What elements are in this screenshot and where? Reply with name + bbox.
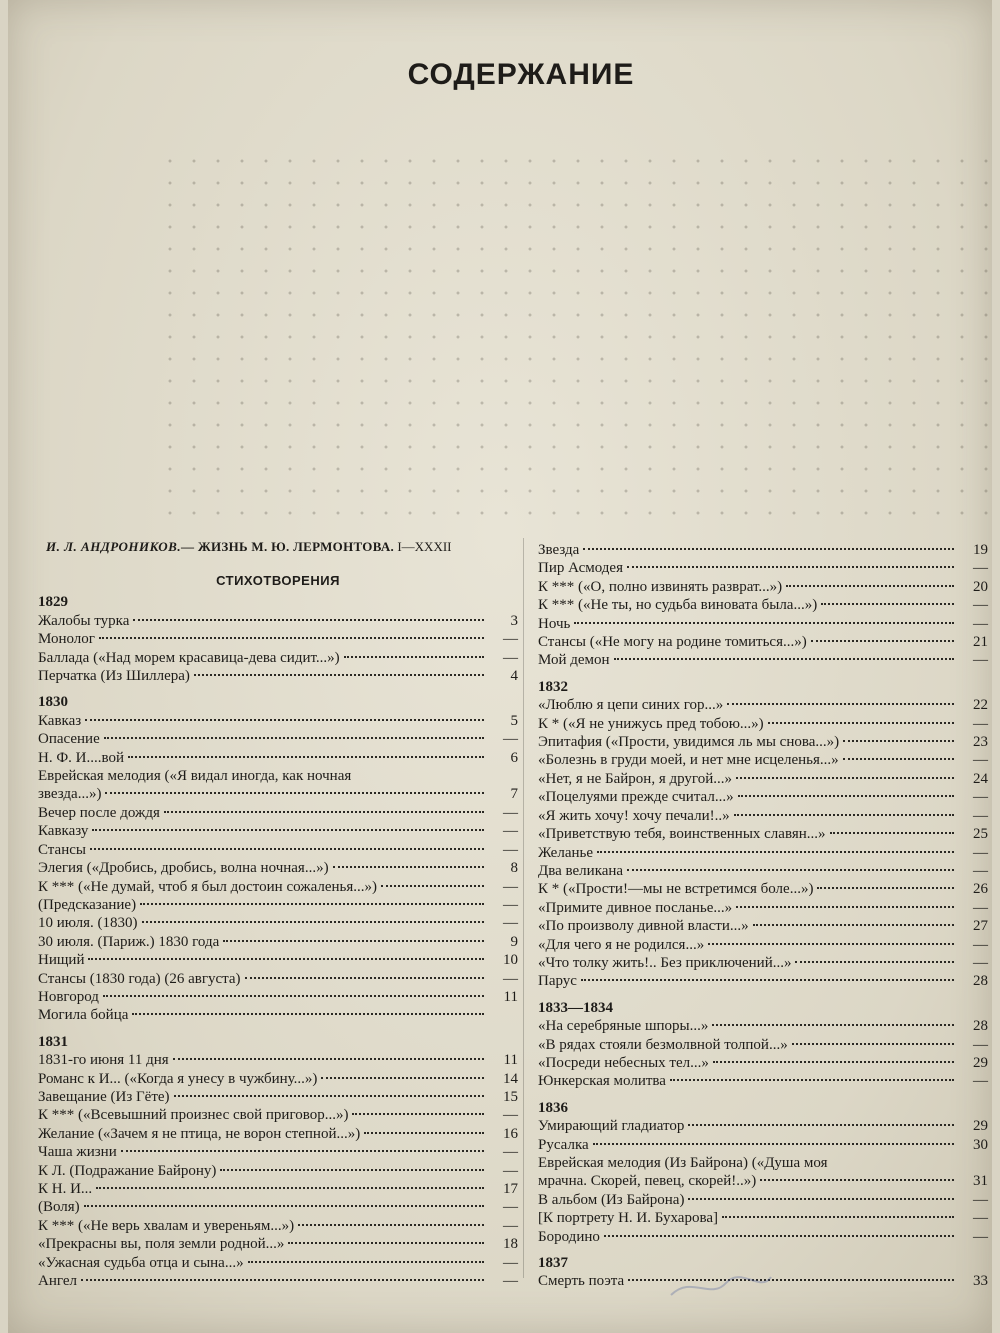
- entry-title: (Воля): [38, 1199, 80, 1216]
- dot-leader: [381, 885, 484, 887]
- toc-entry[interactable]: [38, 612, 518, 630]
- toc-entry[interactable]: [538, 1136, 988, 1154]
- entry-page: —: [973, 615, 988, 632]
- year-heading: 1829: [38, 594, 68, 611]
- toc-entry[interactable]: [38, 1143, 518, 1161]
- entry-page: —: [973, 715, 988, 732]
- dot-leader: [92, 829, 484, 831]
- entry-title: Два великана: [538, 862, 624, 879]
- entry-page: —: [973, 899, 988, 916]
- entry-page: 7: [510, 786, 518, 803]
- dot-leader: [597, 851, 954, 853]
- entry-title: К *** («О, полно извинять разврат...»): [538, 578, 783, 595]
- entry-page: 15: [503, 1088, 518, 1105]
- entry-title: Кавказ: [38, 712, 82, 729]
- entry-title: В альбом (Из Байрона): [538, 1191, 685, 1208]
- dot-leader: [99, 637, 484, 639]
- entry-title: 30 июля. (Париж.) 1830 года: [38, 933, 220, 950]
- toc-entry[interactable]: [538, 541, 988, 559]
- dot-leader: [722, 1216, 954, 1218]
- entry-page: —: [973, 560, 988, 577]
- entry-page: 30: [973, 1136, 988, 1153]
- entry-title: «На серебряные шпоры...»: [538, 1018, 709, 1035]
- entry-title: «Ужасная судьба отца и сына...»: [38, 1254, 244, 1271]
- entry-title: «Для чего я не родился...»: [538, 936, 705, 953]
- toc-entry[interactable]: [538, 917, 988, 935]
- entry-page: —: [503, 1254, 518, 1271]
- toc-entry[interactable]: [38, 1006, 518, 1024]
- entry-title: «Примите дивное посланье...»: [538, 899, 733, 916]
- entry-title: Вечер после дождя: [38, 804, 160, 821]
- entry-title: Романс к И... («Когда я унесу в чужбину...»): [38, 1070, 318, 1087]
- entry-page: —: [503, 896, 518, 913]
- toc-entry[interactable]: [38, 1235, 518, 1253]
- entry-page: 19: [973, 542, 988, 558]
- entry-page: 24: [973, 770, 988, 787]
- entry-page: 29: [973, 1118, 988, 1135]
- entry-title: Юнкерская молитва: [538, 1073, 666, 1090]
- entry-page: —: [973, 807, 988, 824]
- dot-leader: [298, 1224, 484, 1226]
- entry-page: 26: [973, 881, 988, 898]
- toc-entry[interactable]: [38, 1217, 518, 1235]
- dot-leader: [760, 1179, 954, 1181]
- dot-leader: [713, 1061, 954, 1063]
- entry-title: К *** («Всевышний произнес свой приговор...»): [38, 1107, 349, 1124]
- entry-title: Нищий: [38, 952, 85, 969]
- dot-leader: [140, 903, 484, 905]
- entry-title: Баллада («Над морем красавица-дева сидит...»): [38, 649, 340, 666]
- left-groups: [38, 593, 518, 1290]
- toc-entry[interactable]: [538, 651, 988, 669]
- toc-entry[interactable]: [38, 730, 518, 748]
- toc-entry[interactable]: [538, 715, 988, 733]
- entry-title: «Я жить хочу! хочу печали!..»: [538, 807, 730, 824]
- toc-entry[interactable]: [38, 1088, 518, 1106]
- dot-leader: [670, 1079, 954, 1081]
- toc-entry[interactable]: [38, 1162, 518, 1180]
- entry-page: —: [503, 970, 518, 987]
- dot-leader: [164, 811, 484, 813]
- toc-entry[interactable]: [38, 914, 518, 932]
- entry-page: —: [503, 649, 518, 666]
- entry-page: 31: [973, 1173, 988, 1190]
- dot-leader: [85, 719, 484, 721]
- toc-entry[interactable]: [538, 825, 988, 843]
- dot-leader: [688, 1198, 954, 1200]
- year-heading: 1832: [538, 678, 568, 695]
- dot-leader: [245, 977, 484, 979]
- dot-leader: [811, 640, 954, 642]
- toc-entry[interactable]: [538, 1154, 988, 1172]
- toc-entry[interactable]: [538, 899, 988, 917]
- toc-entry[interactable]: [538, 1072, 988, 1090]
- right-groups: [538, 541, 988, 1291]
- dot-leader: [121, 1150, 484, 1152]
- toc-entry[interactable]: [538, 751, 988, 769]
- dot-leader: [88, 958, 484, 960]
- entry-title: Парус: [538, 973, 577, 990]
- entry-title: «В рядах стояли безмолвной толпой...»: [538, 1036, 788, 1053]
- toc-entry[interactable]: [538, 1172, 988, 1190]
- entry-title: (Предсказание): [38, 896, 137, 913]
- entry-page: —: [503, 1217, 518, 1234]
- entry-title: Смерть поэта: [538, 1273, 625, 1290]
- toc-entry[interactable]: [38, 785, 518, 803]
- toc-entry[interactable]: [38, 951, 518, 969]
- entry-page: 17: [503, 1181, 518, 1197]
- year-heading: 1837: [538, 1255, 568, 1272]
- dot-leader: [604, 1235, 954, 1237]
- dot-leader: [614, 658, 954, 660]
- entry-title: звезда...»): [38, 786, 102, 803]
- intro-pages: I—XXXII: [397, 539, 452, 554]
- entry-title: «Люблю я цепи синих гор...»: [538, 697, 724, 714]
- dot-leader: [574, 622, 954, 624]
- entry-page: 28: [973, 1018, 988, 1035]
- entry-title: Новгород: [38, 988, 99, 1005]
- toc-entry[interactable]: [538, 1054, 988, 1072]
- dot-leader: [96, 1187, 484, 1189]
- entry-page: 8: [510, 860, 518, 877]
- entry-page: 5: [510, 712, 518, 729]
- dot-leader: [84, 1205, 484, 1207]
- year-heading: 1831: [38, 1033, 68, 1050]
- dot-leader: [90, 848, 484, 850]
- entry-title: Н. Ф. И....вой: [38, 749, 125, 766]
- entry-page: —: [973, 936, 988, 953]
- toc-entry[interactable]: [38, 749, 518, 767]
- entry-page: —: [973, 597, 988, 614]
- dot-leader: [736, 906, 954, 908]
- year-heading: 1830: [38, 694, 68, 711]
- dot-leader: [133, 619, 484, 621]
- toc-entry[interactable]: [538, 1117, 988, 1135]
- toc-entry[interactable]: [38, 878, 518, 896]
- dot-leader: [104, 737, 484, 739]
- entry-page: 27: [973, 918, 988, 935]
- entry-title: Стансы («Не могу на родине томиться...»): [538, 634, 807, 651]
- column-divider: [523, 538, 524, 1278]
- entry-title: Стансы: [38, 841, 86, 858]
- intro-author: И. Л. АНДРОНИКОВ.—: [46, 539, 195, 554]
- dot-leader: [288, 1242, 484, 1244]
- entry-page: 11: [503, 1052, 518, 1069]
- entry-page: 21: [973, 634, 988, 651]
- entry-title: К Н. И...: [38, 1181, 93, 1197]
- toc-entry[interactable]: [38, 822, 518, 840]
- entry-page: —: [973, 844, 988, 861]
- entry-page: —: [973, 752, 988, 769]
- toc-right-column: [538, 541, 988, 1291]
- entry-title: «Приветствую тебя, воинственных славян...»: [538, 826, 826, 843]
- dot-leader: [843, 740, 954, 742]
- dot-leader: [795, 961, 954, 963]
- dot-leader: [103, 995, 484, 997]
- toc-entry[interactable]: [538, 954, 988, 972]
- entry-page: —: [973, 789, 988, 806]
- entry-title: К * («Я не унижусь пред тобою...»): [538, 715, 764, 732]
- entry-page: —: [503, 915, 518, 932]
- dot-leader: [830, 832, 954, 834]
- intro-line: [46, 539, 526, 555]
- entry-page: 10: [503, 952, 518, 969]
- dot-leader: [220, 1169, 484, 1171]
- entry-title: Еврейская мелодия («Я видал иногда, как ночная: [38, 768, 352, 785]
- entry-title: Ангел: [38, 1273, 77, 1290]
- entry-title: «Посреди небесных тел...»: [538, 1054, 709, 1071]
- dot-leader: [223, 940, 484, 942]
- dot-leader: [753, 924, 954, 926]
- entry-title: Желание («Зачем я не птица, не ворон степной...»): [38, 1125, 361, 1142]
- toc-entry[interactable]: [38, 1125, 518, 1143]
- entry-title: «Нет, я не Байрон, я другой...»: [538, 770, 732, 787]
- entry-page: 23: [973, 734, 988, 751]
- toc-entry[interactable]: [538, 733, 988, 751]
- entry-page: 18: [503, 1236, 518, 1253]
- intro-title: ЖИЗНЬ М. Ю. ЛЕРМОНТОВА.: [197, 539, 395, 554]
- entry-title: 10 июля. (1830): [38, 915, 138, 932]
- dot-leader: [128, 756, 484, 758]
- entry-page: 6: [510, 749, 518, 766]
- entry-title: Звезда: [538, 542, 580, 558]
- dot-leader: [738, 795, 954, 797]
- toc-entry[interactable]: [538, 770, 988, 788]
- dot-leader: [734, 814, 954, 816]
- toc-entry[interactable]: [38, 896, 518, 914]
- entry-title: «Болезнь в груди моей, и нет мне исцеленья...»: [538, 752, 839, 769]
- toc-entry[interactable]: [38, 1254, 518, 1272]
- toc-entry[interactable]: [38, 804, 518, 822]
- toc-entry[interactable]: [538, 862, 988, 880]
- entry-title: Перчатка (Из Шиллера): [38, 668, 190, 685]
- dot-leader: [708, 943, 954, 945]
- toc-entry[interactable]: [38, 667, 518, 685]
- dot-leader: [593, 1143, 954, 1145]
- toc-entry[interactable]: [38, 988, 518, 1006]
- toc-entry[interactable]: [38, 859, 518, 877]
- dot-leader: [321, 1077, 484, 1079]
- entry-page: —: [973, 954, 988, 971]
- entry-page: —: [503, 1107, 518, 1124]
- toc-entry[interactable]: [538, 615, 988, 633]
- dot-leader: [173, 1058, 484, 1060]
- entry-title: Стансы (1830 года) (26 августа): [38, 970, 241, 987]
- toc-entry[interactable]: [538, 633, 988, 651]
- entry-page: 28: [973, 973, 988, 990]
- entry-title: «Поцелуями прежде считал...»: [538, 789, 734, 806]
- dot-leader: [581, 979, 954, 981]
- dot-leader: [727, 703, 954, 705]
- entry-page: —: [503, 1273, 518, 1290]
- toc-entry[interactable]: [38, 1180, 518, 1198]
- entry-page: 3: [510, 612, 518, 629]
- book-page: [8, 0, 992, 1333]
- pen-scribble-mark: [666, 1265, 776, 1305]
- entry-title: Опасение: [38, 731, 100, 748]
- toc-entry[interactable]: [538, 788, 988, 806]
- dot-leader: [583, 548, 954, 550]
- dot-leader: [333, 866, 484, 868]
- toc-entry[interactable]: [38, 1051, 518, 1069]
- toc-entry[interactable]: [538, 936, 988, 954]
- dot-leader: [627, 869, 954, 871]
- toc-entry[interactable]: [38, 712, 518, 730]
- entry-page: —: [503, 1162, 518, 1179]
- dot-leader: [248, 1261, 484, 1263]
- entry-title: К *** («Не ты, но судьба виновата была...»): [538, 597, 818, 614]
- toc-left-column: [38, 572, 518, 1290]
- entry-page: 14: [503, 1070, 518, 1087]
- entry-title: Жалобы турка: [38, 612, 130, 629]
- entry-page: 4: [510, 668, 518, 685]
- toc-entry[interactable]: [538, 807, 988, 825]
- toc-entry[interactable]: [538, 559, 988, 577]
- dot-leader: [768, 722, 954, 724]
- entry-page: —: [973, 862, 988, 879]
- entry-page: —: [503, 823, 518, 840]
- entry-title: Желанье: [538, 844, 594, 861]
- toc-entry[interactable]: [538, 1209, 988, 1227]
- entry-page: —: [503, 841, 518, 858]
- entry-page: —: [503, 631, 518, 648]
- dot-leader: [843, 758, 954, 760]
- entry-page: 22: [973, 697, 988, 714]
- entry-title: Умирающий гладиатор: [538, 1118, 685, 1135]
- entry-title: мрачна. Скорей, певец, скорей!..»): [538, 1173, 757, 1190]
- section-heading: СТИХОТВОРЕНИЯ: [216, 573, 340, 588]
- toc-entry[interactable]: [538, 1191, 988, 1209]
- toc-entry[interactable]: [538, 1036, 988, 1054]
- toc-entry[interactable]: [38, 1198, 518, 1216]
- dot-leader: [174, 1095, 484, 1097]
- entry-title: Пир Асмодея: [538, 560, 623, 577]
- entry-title: Элегия («Дробись, дробись, волна ночная...»): [38, 860, 329, 877]
- entry-title: Ночь: [538, 615, 571, 632]
- entry-page: —: [503, 1199, 518, 1216]
- toc-entry[interactable]: [38, 630, 518, 648]
- entry-title: Чаша жизни: [38, 1144, 117, 1161]
- entry-page: 25: [973, 826, 988, 843]
- entry-title: Завещание (Из Гёте): [38, 1088, 170, 1105]
- toc-entry[interactable]: [538, 844, 988, 862]
- entry-title: К * («Прости!—мы не встретимся боле...»): [538, 881, 814, 898]
- toc-entry[interactable]: [38, 1272, 518, 1290]
- entry-page: —: [503, 1144, 518, 1161]
- dot-leader: [817, 887, 954, 889]
- entry-page: —: [973, 652, 988, 669]
- entry-title: «Что толку жить!.. Без приключений...»: [538, 954, 792, 971]
- dot-leader: [364, 1132, 484, 1134]
- entry-title: К *** («Не думай, чтоб я был достоин сожаленья...»): [38, 878, 378, 895]
- entry-page: 16: [503, 1125, 518, 1142]
- entry-page: —: [503, 804, 518, 821]
- entry-page: —: [503, 878, 518, 895]
- entry-page: —: [973, 1191, 988, 1208]
- dot-leader: [105, 792, 484, 794]
- entry-title: 1831-го июня 11 дня: [38, 1052, 169, 1069]
- entry-title: «Прекрасны вы, поля земли родной...»: [38, 1236, 285, 1253]
- toc-entry[interactable]: [38, 933, 518, 951]
- entry-title: Эпитафия («Прости, увидимся ль мы снова...»): [538, 734, 840, 751]
- entry-title: [К портрету Н. И. Бухарова]: [538, 1210, 718, 1227]
- dot-leader: [821, 603, 954, 605]
- entry-page: —: [973, 1036, 988, 1053]
- dot-leader: [81, 1279, 484, 1281]
- entry-title: Русалка: [538, 1136, 589, 1153]
- toc-entry[interactable]: [38, 841, 518, 859]
- dot-leader: [792, 1043, 954, 1045]
- dot-leader: [142, 921, 485, 923]
- toc-entry[interactable]: [538, 696, 988, 714]
- dot-leader: [712, 1024, 954, 1026]
- entry-title: Кавказу: [38, 823, 89, 840]
- entry-page: —: [973, 1210, 988, 1227]
- dot-leader: [132, 1013, 484, 1015]
- entry-page: —: [973, 1073, 988, 1090]
- entry-page: 33: [973, 1273, 988, 1290]
- dot-leader: [786, 585, 954, 587]
- braille-dot-texture: [158, 150, 998, 530]
- entry-title: «По произволу дивной власти...»: [538, 918, 749, 935]
- year-heading: 1833—1834: [538, 999, 613, 1016]
- toc-entry[interactable]: [38, 970, 518, 988]
- entry-page: —: [973, 1228, 988, 1245]
- entry-page: 9: [510, 933, 518, 950]
- toc-entry[interactable]: [538, 596, 988, 614]
- dot-leader: [688, 1124, 954, 1126]
- dot-leader: [194, 674, 484, 676]
- toc-entry[interactable]: [38, 649, 518, 667]
- entry-title: Монолог: [38, 631, 95, 648]
- dot-leader: [352, 1113, 484, 1115]
- toc-entry[interactable]: [38, 1070, 518, 1088]
- entry-title: Бородино: [538, 1228, 600, 1245]
- entry-title: Мой демон: [538, 652, 610, 669]
- entry-title: К Л. (Подражание Байрону): [38, 1162, 217, 1179]
- entry-page: —: [503, 731, 518, 748]
- entry-page: 11: [503, 988, 518, 1005]
- dot-leader: [627, 566, 954, 568]
- year-heading: 1836: [538, 1099, 568, 1116]
- entry-title: Могила бойца: [38, 1007, 129, 1024]
- entry-title: К *** («Не верь хвалам и увереньям...»): [38, 1217, 295, 1234]
- toc-entry[interactable]: [538, 578, 988, 596]
- toc-entry[interactable]: [38, 767, 518, 785]
- toc-entry[interactable]: [538, 1017, 988, 1035]
- entry-page: 20: [973, 578, 988, 595]
- toc-entry[interactable]: [538, 1228, 988, 1246]
- dot-leader: [344, 656, 484, 658]
- entry-title: Еврейская мелодия (Из Байрона) («Душа моя: [538, 1155, 828, 1171]
- toc-entry[interactable]: [538, 880, 988, 898]
- toc-entry[interactable]: [38, 1106, 518, 1124]
- toc-entry[interactable]: [538, 972, 988, 990]
- entry-page: 29: [973, 1054, 988, 1071]
- page-title: СОДЕРЖАНИЕ: [407, 58, 635, 91]
- dot-leader: [736, 777, 954, 779]
